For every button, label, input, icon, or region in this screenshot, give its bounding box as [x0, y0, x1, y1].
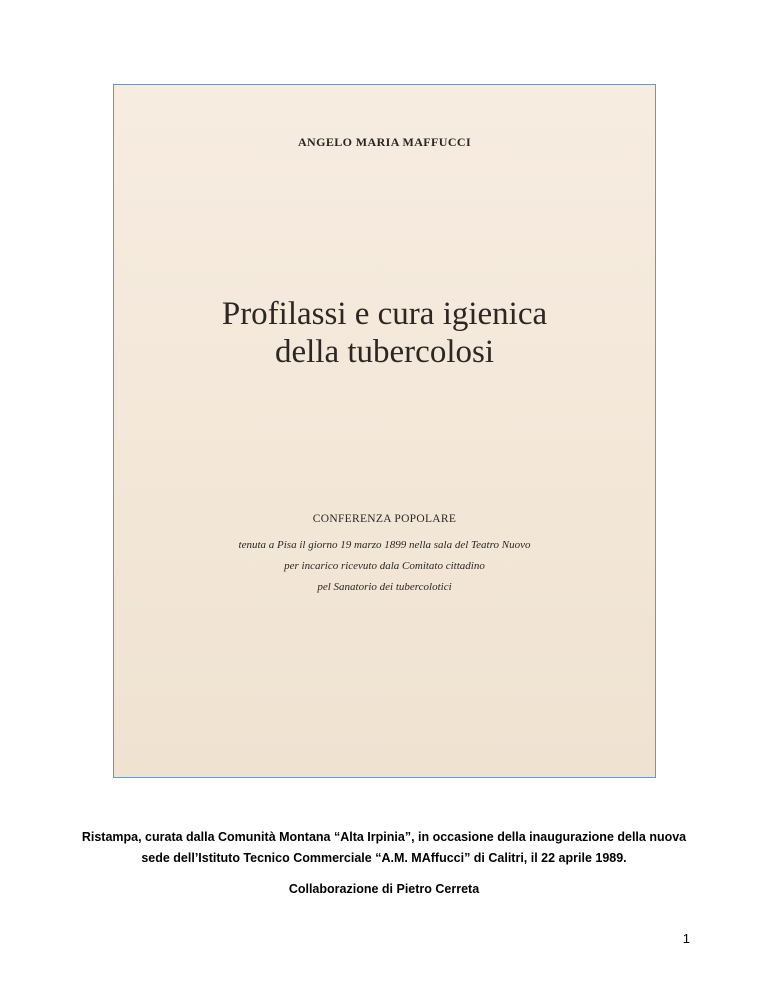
collaboration-credit: Collaborazione di Pietro Cerreta: [288, 882, 480, 896]
conference-block: [114, 513, 655, 598]
conference-line-2: per incarico ricevuto dala Comitato cittadino: [284, 560, 485, 572]
title-line-2: della tubercolosi: [274, 334, 494, 370]
title-line-1: Profilassi e cura igienica: [221, 296, 548, 332]
caption-line-1: Ristampa, curata dalla Comunità Montana “Alta Irpinia”, in occasione della inaugurazione della nuova: [81, 830, 687, 844]
bleed-through-text-bottom: [154, 605, 615, 755]
book-title: [114, 295, 655, 371]
reprint-caption: [0, 827, 768, 869]
page-number: 1: [682, 931, 690, 946]
conference-line-3: pel Sanatorio dei tubercolotici: [317, 581, 452, 593]
scanned-page-image: [113, 84, 656, 778]
caption-line-2: sede dell’Istituto Tecnico Commerciale “A.M. MAffucci” di Calitri, il 22 aprile 1989.: [141, 851, 627, 865]
conference-line-1: tenuta a Pisa il giorno 19 marzo 1899 nella sala del Teatro Nuovo: [238, 539, 531, 551]
author-name: ANGELO MARIA MAFFUCCI: [297, 135, 472, 149]
conference-title: CONFERENZA POPOLARE: [312, 513, 457, 525]
